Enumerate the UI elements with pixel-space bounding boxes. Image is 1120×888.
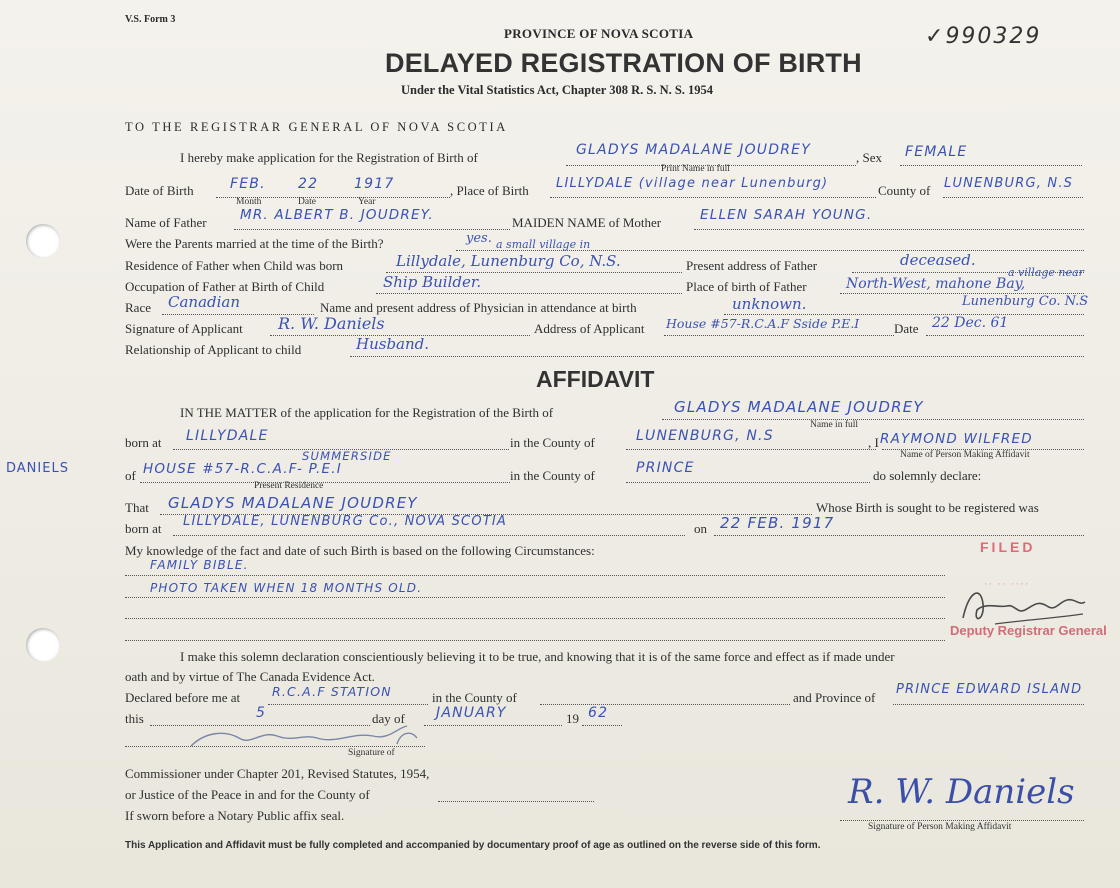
physician-label: Name and present address of Physician in attendance at birth: [320, 300, 637, 315]
county-label: County of: [878, 183, 931, 198]
date-field-label: Date: [894, 321, 919, 336]
sex-label: , Sex: [856, 150, 882, 165]
maiden-label: MAIDEN NAME of Mother: [512, 215, 662, 230]
declare-label: do solemnly declare:: [873, 468, 982, 483]
father-birthplace-county-value: Lunenburg Co. N.S: [962, 294, 1089, 309]
residence-note-value: a small village in: [496, 238, 591, 251]
circumstance-line-1: [125, 575, 945, 576]
signature-of-label: Signature of: [348, 748, 395, 758]
stamp-date-mark: ·· ·· ····: [984, 578, 1030, 590]
circumstance-value-1: FAMILY BIBLE.: [150, 558, 249, 572]
married-label: Were the Parents married at the time of the Birth?: [125, 236, 384, 251]
date-field-line: [926, 335, 1084, 336]
affiant-signature-label: Signature of Person Making Affidavit: [868, 822, 1012, 832]
circumstance-line-4: [125, 640, 945, 641]
county-value: LUNENBURG, N.S: [944, 176, 1074, 191]
province-label: and Province of: [793, 690, 876, 705]
on-label: on: [694, 521, 707, 536]
maiden-line: [694, 229, 1084, 230]
matter-label: IN THE MATTER of the application for the Registration of the Birth of: [180, 405, 554, 420]
physician-line: [724, 314, 1084, 315]
i-label: , I: [868, 435, 879, 450]
month-label: Month: [236, 197, 262, 207]
page-title: DELAYED REGISTRATION OF BIRTH: [385, 48, 862, 78]
application-intro: I hereby make application for the Registration of Birth of: [180, 150, 478, 165]
year-label: Year: [358, 197, 376, 207]
declaration-day-value: 5: [256, 705, 267, 721]
application-date-value: 22 Dec. 61: [932, 315, 1009, 331]
born-at-label-2: born at: [125, 521, 162, 536]
solemn-declaration-line-2: oath and by virtue of The Canada Evidence Act.: [125, 669, 375, 684]
declared-before-label: Declared before me at: [125, 690, 241, 705]
relationship-line: [350, 356, 1084, 357]
relationship-value: Husband.: [356, 335, 430, 353]
circumstance-line-3: [125, 618, 945, 619]
circumstance-line-2: [125, 597, 945, 598]
notary-note: If sworn before a Notary Public affix seal.: [125, 808, 345, 823]
born-at-value: LILLYDALE: [186, 428, 269, 444]
occupation-value: Ship Builder.: [383, 273, 482, 291]
page-subtitle: Under the Vital Statistics Act, Chapter 308 R. S. N. S. 1954: [401, 83, 714, 97]
date-label: Date: [298, 197, 316, 207]
father-birthplace-label: Place of birth of Father: [686, 279, 807, 294]
declared-at-line: [268, 704, 428, 705]
applicant-address-value: House #57-R.C.A.F Sside P.E.I: [666, 316, 860, 331]
sex-value: FEMALE: [905, 144, 968, 160]
address-label: Address of Applicant: [534, 321, 645, 336]
affiant-name-value: RAYMOND WILFRED: [880, 431, 1033, 447]
applicant-signature-value: R. W. Daniels: [278, 314, 385, 333]
affidavit-name-value: GLADYS MADALANE JOUDREY: [674, 398, 924, 416]
person-label: Name of Person Making Affidavit: [900, 450, 1030, 460]
punch-hole-bottom: [26, 628, 60, 662]
place-of-birth-label: , Place of Birth: [450, 183, 529, 198]
date-of-birth-label: Date of Birth: [125, 183, 194, 198]
affiant-signature-value: R. W. Daniels: [848, 772, 1075, 812]
relationship-label: Relationship of Applicant to child: [125, 342, 302, 357]
year-line: [582, 725, 622, 726]
birth-date-line: [714, 535, 1084, 536]
knowledge-label: My knowledge of the fact and date of such Birth is based on the following Circumstances:: [125, 543, 595, 558]
filed-stamp: FILED: [980, 539, 1036, 555]
father-label: Name of Father: [125, 215, 207, 230]
birth-day-value: 22: [298, 176, 319, 192]
affiant-signature-line: [840, 820, 1084, 821]
commissioner-line-2: or Justice of the Peace in and for the County of: [125, 787, 370, 802]
sex-line: [900, 165, 1082, 166]
birth-place-value: LILLYDALE, LUNENBURG Co., NOVA SCOTIA: [183, 514, 508, 529]
declared-province-value: PRINCE EDWARD ISLAND: [896, 682, 1083, 697]
commissioner-signature-mark: [185, 722, 445, 758]
county-line-2: [626, 449, 876, 450]
place-of-birth-value: LILLYDALE (village near Lunenburg): [556, 176, 829, 191]
birth-date-value: 22 FEB. 1917: [720, 514, 835, 532]
commissioner-county-line: [438, 801, 594, 802]
form-code: V.S. Form 3: [125, 14, 176, 25]
county-label-3: in the County of: [510, 468, 595, 483]
name-in-full-label: Name in full: [810, 420, 859, 430]
this-label: this: [125, 711, 144, 726]
birth-place-line: [173, 535, 685, 536]
residence-note-value-2: SUMMERSIDE: [302, 449, 392, 463]
race-label: Race: [125, 300, 151, 315]
birth-month-value: FEB.: [230, 176, 266, 192]
married-value: yes.: [466, 231, 492, 246]
affiant-residence-value: HOUSE #57-R.C.A.F- P.E.I: [143, 461, 342, 477]
county-line: [943, 197, 1083, 198]
footer-note: This Application and Affidavit must be fully completed and accompanied by documentary proof of age as outlined on the reverse side of this form.: [125, 840, 821, 851]
birth-year-value: 1917: [354, 176, 395, 192]
father-line: [234, 229, 510, 230]
physician-value: unknown.: [732, 295, 807, 313]
address-line: [664, 335, 894, 336]
print-name-label: Print Name in full: [661, 164, 730, 174]
aff-county-value: LUNENBURG, N.S: [636, 428, 774, 444]
affidavit-heading: AFFIDAVIT: [536, 366, 655, 392]
that-name-value: GLADYS MADALANE JOUDREY: [168, 494, 418, 512]
present-address-value: deceased.: [900, 251, 976, 269]
residence-county-value: PRINCE: [636, 460, 695, 476]
father-birthplace-note-value: a village near: [1008, 266, 1084, 279]
declaration-month-value: JANUARY: [436, 705, 507, 721]
solemn-declaration-line-1: I make this solemn declaration conscientiously believing it to be true, and knowing that it is of the same force and effect as if made under: [180, 649, 895, 664]
county-line-4: [540, 704, 790, 705]
born-at-label: born at: [125, 435, 162, 450]
registrar-address-line: TO THE REGISTRAR GENERAL OF NOVA SCOTIA: [125, 120, 508, 134]
present-residence-label: Present Residence: [254, 481, 324, 491]
declaration-year-value: 62: [588, 705, 609, 721]
occupation-line: [376, 293, 682, 294]
commissioner-signature-line: [125, 746, 425, 747]
province-line: [893, 704, 1084, 705]
deputy-registrar-stamp: Deputy Registrar General: [950, 623, 1107, 638]
registration-number: ✓990329: [925, 24, 1042, 49]
father-birthplace-value: North-West, mahone Bay,: [846, 276, 1026, 292]
residence-label: Residence of Father when Child was born: [125, 258, 344, 273]
that-label: That: [125, 500, 149, 515]
county-label-4: in the County of: [432, 690, 517, 705]
residence-line-2: [140, 482, 510, 483]
province-heading: PROVINCE OF NOVA SCOTIA: [504, 26, 694, 41]
county-label-2: in the County of: [510, 435, 595, 450]
signature-label: Signature of Applicant: [125, 321, 243, 336]
day-of-label: day of: [372, 711, 405, 726]
present-address-label: Present address of Father: [686, 258, 818, 273]
affiant-matter-line: [662, 419, 1084, 420]
margin-surname-value: DANIELS: [6, 461, 69, 476]
declared-at-value: R.C.A.F STATION: [272, 684, 392, 699]
child-name-value: GLADYS MADALANE JOUDREY: [576, 142, 811, 158]
maiden-value: ELLEN SARAH YOUNG.: [700, 207, 873, 223]
place-of-birth-line: [550, 197, 876, 198]
year-prefix: 19: [566, 711, 579, 726]
whose-label: Whose Birth is sought to be registered was: [816, 500, 1039, 515]
father-value: MR. ALBERT B. JOUDREY.: [240, 207, 434, 223]
occupation-label: Occupation of Father at Birth of Child: [125, 279, 325, 294]
commissioner-line-1: Commissioner under Chapter 201, Revised Statutes, 1954,: [125, 766, 430, 781]
residence-value: Lillydale, Lunenburg Co, N.S.: [396, 252, 621, 270]
punch-hole-top: [26, 224, 60, 258]
of-label: of: [125, 468, 136, 483]
circumstance-value-2: PHOTO TAKEN WHEN 18 MONTHS OLD.: [150, 581, 423, 595]
county-line-3: [626, 482, 870, 483]
race-value: Canadian: [168, 293, 241, 311]
